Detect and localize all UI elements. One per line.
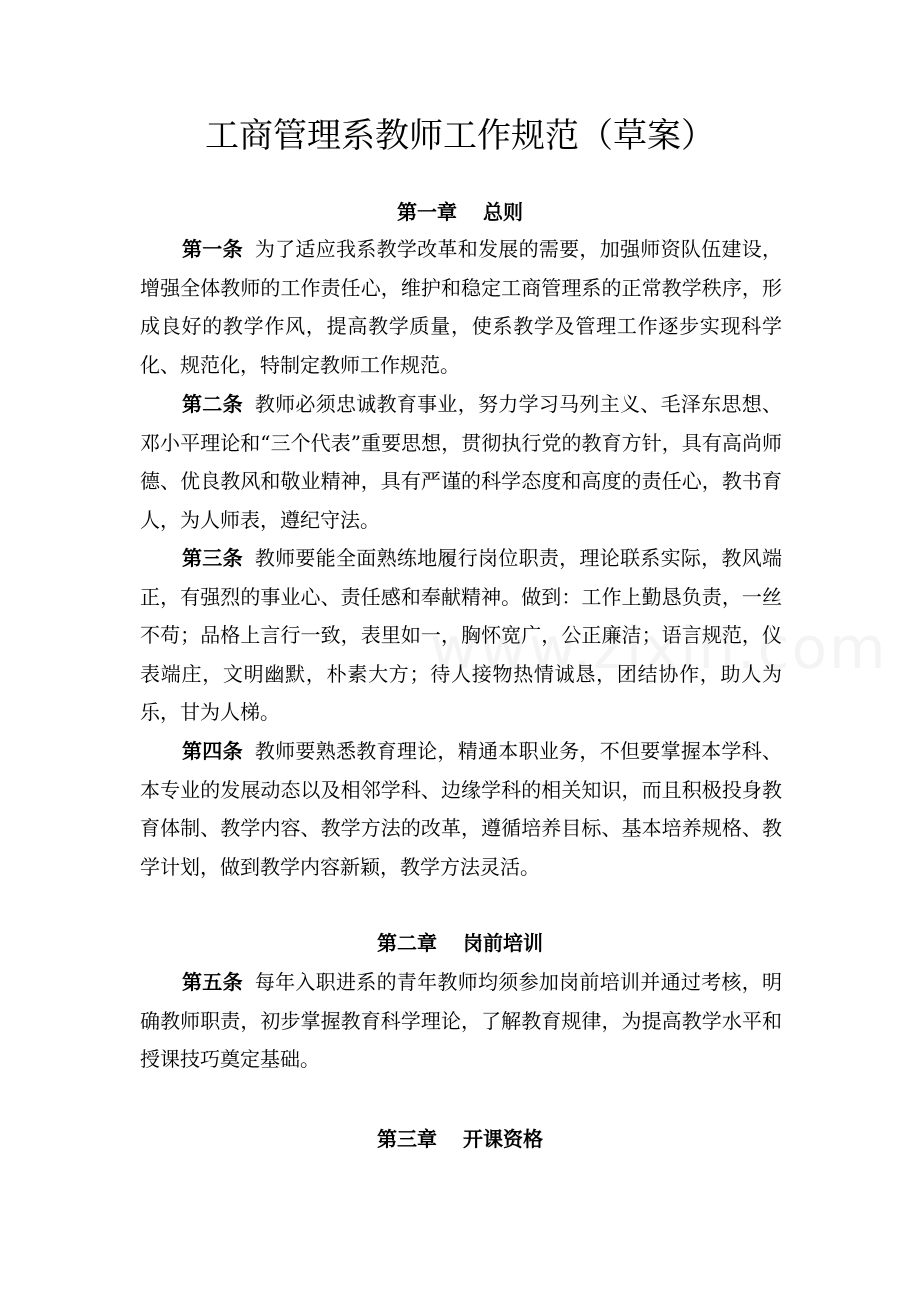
chapter-name: 总则	[483, 200, 523, 224]
article-paragraph	[140, 963, 782, 1079]
chapter-heading	[0, 1124, 920, 1154]
article-number: 第二条	[182, 392, 243, 416]
article-number: 第一条	[182, 237, 243, 261]
article-paragraph	[140, 732, 782, 886]
article-paragraph	[140, 539, 782, 732]
chapter-number: 第一章	[397, 200, 457, 224]
chapter-heading	[0, 928, 920, 958]
article-paragraph	[140, 230, 782, 384]
article-text: 教师要熟悉教育理论，精通本职业务，不但要掌握本学科、本专业的发展动态以及相邻学科、边缘学科的相关知识，而且积极投身教育体制、教学内容、教学方法的改革，遵循培养目标、基本培养规格、教学计划，做到教学内容新颖，教学方法灵活。	[140, 739, 783, 879]
chapter-number: 第三章	[377, 1127, 437, 1151]
chapter-number: 第二章	[377, 931, 437, 955]
chapter-heading	[0, 197, 920, 227]
article-number: 第四条	[182, 739, 243, 763]
article-number: 第三条	[182, 546, 243, 570]
article-number: 第五条	[182, 970, 243, 994]
article-text: 每年入职进系的青年教师均须参加岗前培训并通过考核，明确教师职责，初步掌握教育科学理论，了解教育规律，为提高教学水平和授课技巧奠定基础。	[140, 970, 783, 1072]
chapter-name: 开课资格	[463, 1127, 543, 1151]
article-text: 教师要能全面熟练地履行岗位职责，理论联系实际，教风端正，有强烈的事业心、责任感和奉献精神。做到：工作上勤恳负责，一丝不苟；品格上言行一致，表里如一，胸怀宽广，公正廉洁；语言规范，仪表端庄，文明幽默，朴素大方；待人接物热情诚恳，团结协作，助人为乐，甘为人梯。	[140, 546, 783, 725]
document-title: 工商管理系教师工作规范（草案）	[205, 116, 715, 156]
article-text: 教师必须忠诚教育事业，努力学习马列主义、毛泽东思想、邓小平理论和“三个代表”重要思想，贯彻执行党的教育方针，具有高尚师德、优良教风和敬业精神，具有严谨的科学态度和高度的责任心，教书育人，为人师表，遵纪守法。	[140, 392, 783, 532]
article-paragraph	[140, 385, 782, 539]
chapter-name: 岗前培训	[463, 931, 543, 955]
article-text: 为了适应我系教学改革和发展的需要，加强师资队伍建设，增强全体教师的工作责任心，维护和稳定工商管理系的正常教学秩序，形成良好的教学作风，提高教学质量，使系教学及管理工作逐步实现科学化、规范化，特制定教师工作规范。	[140, 237, 783, 377]
